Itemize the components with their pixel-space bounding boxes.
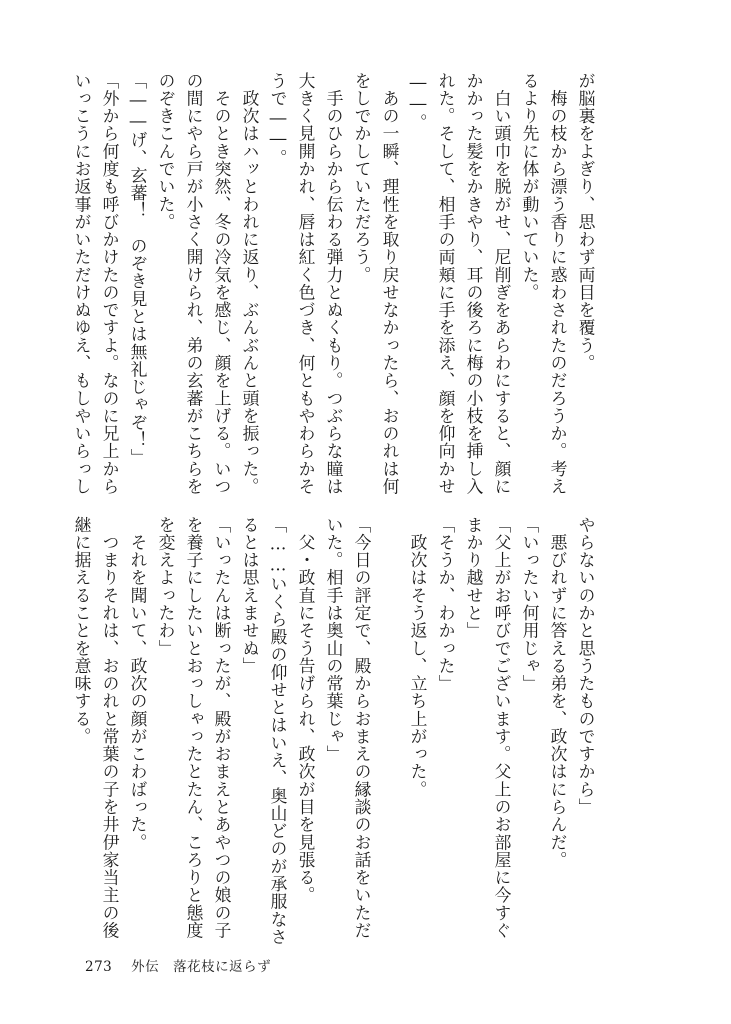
text-column: 政次はそう返し、立ち上がった。 — [408, 516, 428, 799]
text-column: の間にやら戸が小さく開けられ、弟の玄蕃がこちらを — [184, 72, 204, 496]
text-column: 「そうか、わかった」 — [436, 516, 456, 693]
text-column: 大きく見開かれ、唇は紅く色づき、何ともやわらかそ — [296, 72, 316, 496]
text-column: が脳裏をよぎり、思わず両目を覆う。 — [576, 72, 596, 372]
text-column: それを聞いて、政次の顔がこわばった。 — [128, 516, 148, 852]
text-column: を変えよったわ」 — [156, 516, 176, 658]
text-column: 梅の枝から漂う香りに惑わされたのだろうか。考え — [548, 72, 568, 496]
text-column: 「……いくら殿の仰せとはいえ、奥山どのが承服なさ — [268, 516, 288, 946]
chapter-title: 外伝 落花枝に返らず — [131, 959, 272, 975]
text-column: まかり越せと」 — [464, 516, 484, 640]
text-column: うで――。 — [268, 72, 288, 167]
text-column: を養子にしたいとおっしゃったとたん、ころりと態度 — [184, 516, 204, 940]
text-column: るとは思えませぬ」 — [240, 516, 260, 675]
text-column: をしでかしていただろう。 — [352, 72, 372, 284]
text-column: 「――げ、玄蕃！ のぞき見とは無礼じゃぞ！」 — [128, 72, 148, 467]
text-column: 悪びれずに答える弟を、政次はにらんだ。 — [548, 516, 568, 869]
page-number: 273 — [85, 959, 113, 975]
text-column: そのとき突然、冬の冷気を感じ、顔を上げる。いつ — [212, 72, 232, 496]
text-column: ――。 — [408, 72, 428, 132]
text-column: あの一瞬、理性を取り戻せなかったら、おのれは何 — [380, 72, 400, 496]
text-column: 政次はハッとわれに返り、ぶんぶんと頭を振った。 — [240, 72, 260, 496]
text-column: 「外から何度も呼びかけたのですよ。なのに兄上から — [100, 72, 120, 496]
text-column: いっこうにお返事がいただけぬゆえ、もしやいらっし — [72, 72, 92, 496]
page-footer — [85, 955, 271, 975]
text-column: のぞきこんでいた。 — [156, 72, 176, 231]
text-column: 「今日の評定で、殿からおまえの縁談のお話をいただ — [352, 516, 372, 940]
text-column: 「いったんは断ったが、殿がおまえとあやつの娘の子 — [212, 516, 232, 940]
text-column: 父・政直にそう告げられ、政次が目を見張る。 — [296, 516, 316, 905]
text-column: やらないのかと思うたものですから」 — [576, 516, 596, 816]
text-column: 手のひらから伝わる弾力とぬくもり。つぶらな瞳は — [324, 72, 344, 496]
text-column: つまりそれは、おのれと常葉の子を井伊家当主の後 — [100, 516, 120, 940]
text-column: るより先に体が動いていた。 — [520, 72, 540, 302]
text-column: 継に据えることを意味する。 — [72, 516, 92, 746]
text-column: 「いったい何用じゃ」 — [520, 516, 540, 693]
text-column: いた。相手は奥山の常葉じゃ」 — [324, 516, 344, 763]
text-column: れた。そして、相手の両頬に手を添え、顔を仰向かせ — [436, 72, 456, 496]
text-column: かかった髪をかきやり、耳の後ろに梅の小枝を挿し入 — [464, 72, 484, 496]
text-column: 「父上がお呼びでございます。父上のお部屋に今すぐ — [492, 516, 512, 940]
text-column: 白い頭巾を脱がせ、尼削ぎをあらわにすると、顔に — [492, 72, 512, 496]
